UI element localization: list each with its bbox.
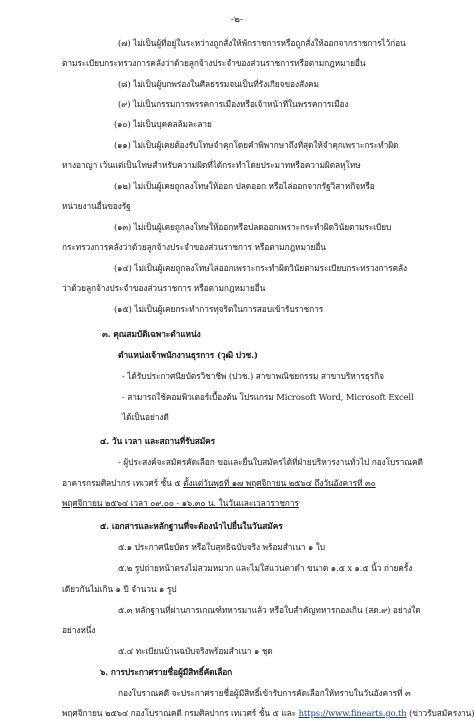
qualification-15: (๑๕) ไม่เป็นผู้เคยกระทำการทุจริตในการสอบเข้ารับราชการ bbox=[114, 304, 324, 314]
qualification-9: (๙) ไม่เป็นกรรมการพรรคการเมืองหรือเจ้าหน้าที่ในพรรคการเมือง bbox=[118, 99, 349, 109]
section-6-location: พฤศจิกายน ๒๕๖๔ กองโบราณคดี กรมศิลปากร เทเวศร์ ชั้น ๕ และ bbox=[62, 708, 299, 718]
qualification-7-line1: (๗) ไม่เป็นผู้ที่อยู่ในระหว่างถูกสั่งให้พักราชการหรือถูกสั่งให้ออกจากราชการไว้ก่อน bbox=[118, 38, 406, 48]
qualification-13-line1: (๑๓) ไม่เป็นผู้เคยถูกลงโทษให้ออกหรือปลดออกเพราะกระทำผิดวินัยตามระเบียบ bbox=[114, 222, 392, 232]
qualification-14-line1: (๑๔) ไม่เป็นผู้เคยถูกลงโทษไล่ออกเพราะกระทำผิดวินัยตามระเบียบกระทรวงการคลัง bbox=[114, 263, 408, 273]
qualification-11-line2: ทางอาญา เว้นแต่เป็นโทษสำหรับความผิดที่ได้กระทำโดยประมาทหรือความผิดลหุโทษ bbox=[62, 160, 361, 170]
finearts-website-link[interactable]: https://www.finearts.go.th bbox=[298, 708, 407, 718]
section-5-item-3-cont: อย่างหนึ่ง bbox=[62, 625, 96, 635]
section-5-item-3: ๕.๓ หลักฐานที่ผ่านการเกณฑ์ทหารมาแล้ว หรือใบสำคัญทหารกองเกิน (สด.๙) อย่างใด bbox=[118, 605, 421, 615]
section-4-para-2 bbox=[62, 478, 376, 489]
section-5-item-1: ๕.๑ ประกาศนียบัตร หรือใบสุทธิฉบับจริง พร้อมสำเนา ๑ ใบ bbox=[118, 542, 325, 552]
qualification-12-line1: (๑๒) ไม่เป็นผู้เคยถูกลงโทษให้ออก ปลดออก หรือไล่ออกจากรัฐวิสาหกิจหรือ bbox=[114, 181, 375, 191]
qualification-11-line1: (๑๑) ไม่เป็นผู้เคยต้องรับโทษจำคุกโดยคำพิพากษาถึงที่สุดให้จำคุกเพราะกระทำผิด bbox=[114, 140, 399, 150]
qualification-10: (๑๐) ไม่เป็นบุคคลล้มละลาย bbox=[114, 119, 212, 129]
qualification-14-line2: ว่าด้วยลูกจ้างประจำของส่วนราชการ หรือตามกฎหมายอื่น bbox=[62, 283, 266, 293]
section-6-para-1: กองโบราณคดี จะประกาศรายชื่อผู้มีสิทธิ์เข้ารับการคัดเลือกให้ทราบในวันอังคารที่ ๓ bbox=[118, 688, 411, 698]
section-3-item-1: - ได้รับประกาศนียบัตรวิชาชีพ (ปวช.) สาขาพณิชยกรรม สาขาบริหารธุรกิจ bbox=[122, 371, 384, 381]
section-6-note: (ข่าวรับสมัครงาน) bbox=[406, 708, 474, 718]
section-5-item-4: ๕.๔ ทะเบียนบ้านฉบับจริงพร้อมสำเนา ๑ ชุด bbox=[118, 646, 273, 656]
section-6-para-2 bbox=[62, 708, 474, 719]
section-5-item-2: ๕.๒ รูปถ่ายหน้าตรงไม่สวมหมวก และไม่ใส่แว่นตาดำ ขนาด ๑.๕ x ๑.๕ นิ้ว ถ่ายครั้ง bbox=[118, 563, 413, 573]
section-4-para-1: - ผู้ประสงค์จะสมัครคัดเลือก ขอและยื่นใบสมัครได้ที่ฝ่ายบริหารงานทั่วไป กองโบราณคดี bbox=[118, 457, 423, 467]
section-4-date-end: พฤศจิกายน ๒๕๖๔ เวลา ๐๙.๐๐ - ๑๖.๓๐ น. ในวันและเวลาราชการ bbox=[62, 498, 299, 508]
section-4-location: อาคารกรมศิลปากร เทเวศร์ ชั้น ๕ bbox=[62, 478, 184, 488]
section-3-item-2: - สามารถใช้คอมพิวเตอร์เบื้องต้น โปรแกรม Microsoft Word, Microsoft Excell bbox=[122, 392, 414, 402]
section-3-heading: ๓. คุณสมบัติเฉพาะตำแหน่ง bbox=[102, 329, 201, 339]
qualification-7-line2: ตามระเบียบกระทรวงการคลังว่าด้วยลูกจ้างประจำของส่วนราชการหรือตามกฎหมายอื่น bbox=[62, 58, 366, 68]
section-3-position: ตำแหน่งเจ้าพนักงานธุรการ (วุฒิ ปวช.) bbox=[118, 350, 258, 360]
section-3-item-2-cont: ได้เป็นอย่างดี bbox=[122, 412, 169, 422]
section-5-heading: ๕. เอกสารและหลักฐานที่จะต้องนำไปยื่นในวันสมัคร bbox=[100, 521, 283, 531]
qualification-13-line2: กระทรวงการคลังว่าด้วยลูกจ้างประจำของส่วนราชการ หรือตามกฎหมายอื่น bbox=[62, 242, 326, 252]
page-number: -๒- bbox=[230, 15, 243, 25]
qualification-12-line2: หน่วยงานอื่นของรัฐ bbox=[62, 201, 131, 211]
section-6-heading: ๖. การประกาศรายชื่อผู้มีสิทธิ์คัดเลือก bbox=[100, 667, 233, 677]
section-5-item-2-cont: เดียวกันไม่เกิน ๑ ปี จำนวน ๑ รูป bbox=[62, 584, 177, 594]
section-4-heading: ๔. วัน เวลา และสถานที่รับสมัคร bbox=[100, 436, 216, 446]
section-4-date-start: ตั้งแต่วันพุธที่ ๑๗ พฤศจิกายน ๒๕๖๔ ถึงวันอังคารที่ ๓๐ bbox=[183, 478, 376, 488]
qualification-8: (๘) ไม่เป็นผู้บกพร่องในศีลธรรมจนเป็นที่รังเกียจของสังคม bbox=[118, 79, 319, 89]
